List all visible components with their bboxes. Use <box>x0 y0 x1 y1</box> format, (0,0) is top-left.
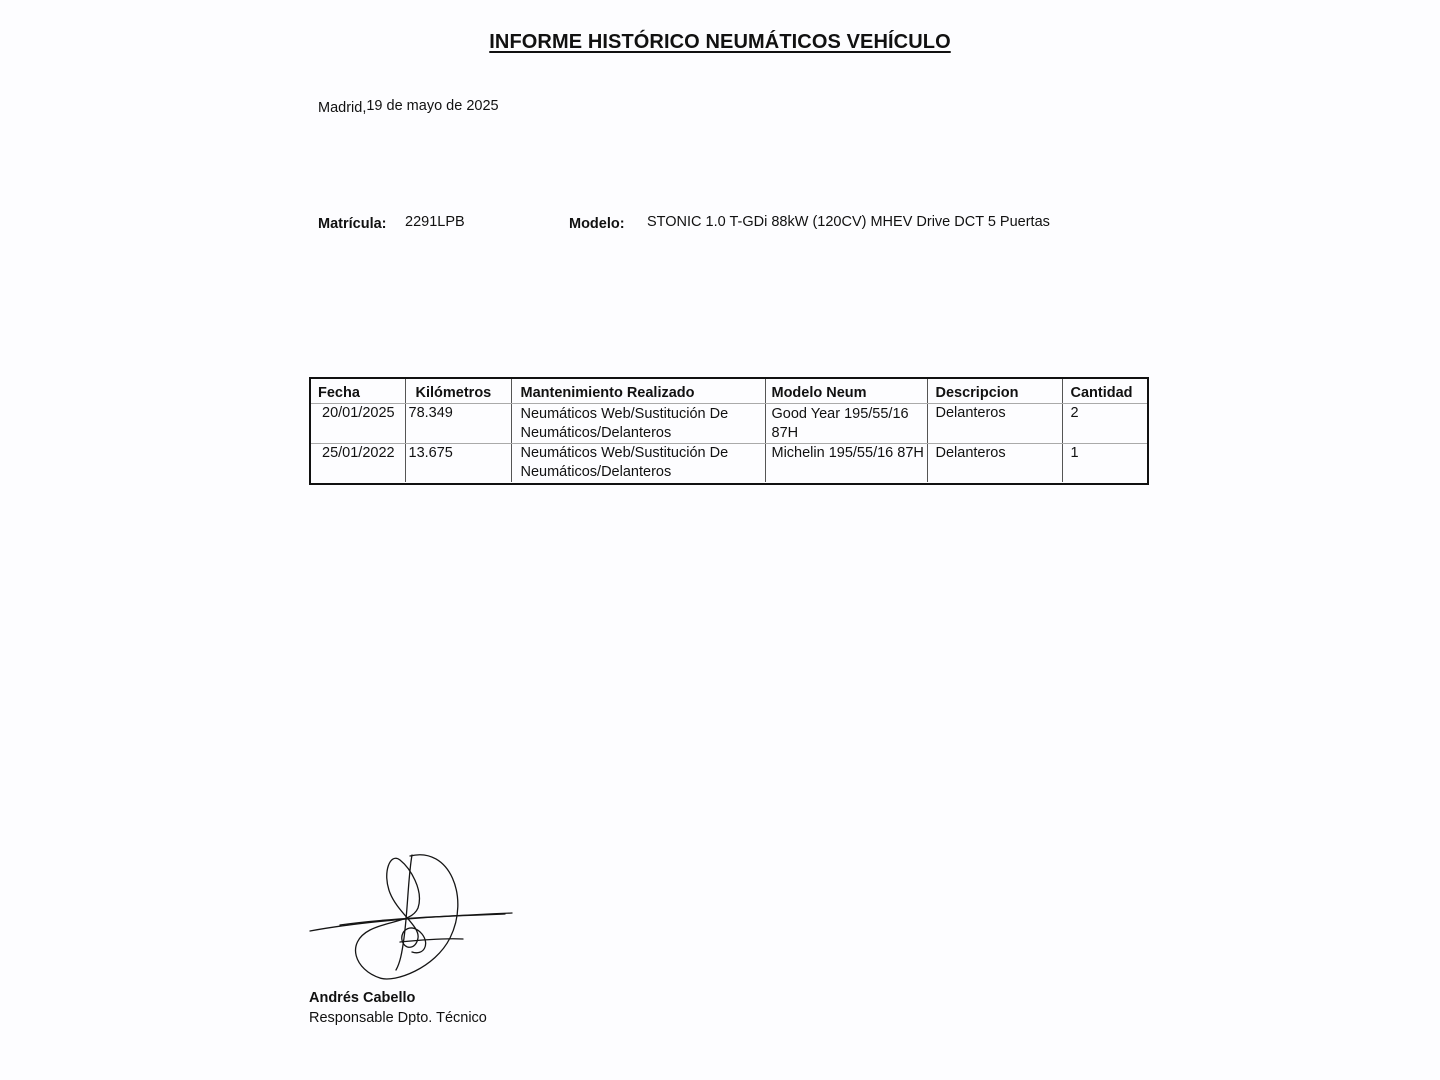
header-mantenimiento: Mantenimiento Realizado <box>511 379 765 404</box>
tire-history-table <box>309 377 1149 485</box>
cell-fecha: 25/01/2022 <box>311 444 405 483</box>
table-row <box>311 444 1147 483</box>
plate-value: 2291LPB <box>405 214 465 230</box>
cell-km: 13.675 <box>405 444 511 483</box>
report-title: INFORME HISTÓRICO NEUMÁTICOS VEHÍCULO <box>489 31 951 53</box>
header-kilometros: Kilómetros <box>405 379 511 404</box>
cell-mantenimiento: Neumáticos Web/Sustitución De Neumáticos/Delanteros <box>511 444 765 483</box>
handwritten-signature <box>300 838 520 988</box>
cell-fecha: 20/01/2025 <box>311 404 405 444</box>
cell-modelo-neum: Michelin 195/55/16 87H <box>765 444 927 483</box>
date-line <box>318 98 499 114</box>
table-row <box>311 404 1147 444</box>
date-place: Madrid, <box>318 100 367 116</box>
header-cantidad: Cantidad <box>1062 379 1147 404</box>
cell-mantenimiento: Neumáticos Web/Sustitución De Neumáticos/Delanteros <box>511 404 765 444</box>
header-modelo-neum: Modelo Neum <box>765 379 927 404</box>
cell-km: 78.349 <box>405 404 511 444</box>
cell-cantidad: 2 <box>1062 404 1147 444</box>
cell-descripcion: Delanteros <box>927 404 1062 444</box>
cell-descripcion: Delanteros <box>927 444 1062 483</box>
signer-name: Andrés Cabello <box>309 990 416 1006</box>
cell-cantidad: 1 <box>1070 445 1079 461</box>
table-header-row <box>311 379 1147 404</box>
model-label: Modelo: <box>569 216 625 232</box>
header-descripcion: Descripcion <box>927 379 1062 404</box>
header-fecha: Fecha <box>311 379 405 404</box>
model-value: STONIC 1.0 T-GDi 88kW (120CV) MHEV Drive DCT 5 Puertas <box>647 214 1050 230</box>
date-value: 19 de mayo de 2025 <box>366 98 499 114</box>
cell-modelo-neum: Good Year 195/55/16 87H <box>765 404 927 444</box>
signer-role: Responsable Dpto. Técnico <box>309 1010 487 1026</box>
plate-label: Matrícula: <box>318 216 387 232</box>
